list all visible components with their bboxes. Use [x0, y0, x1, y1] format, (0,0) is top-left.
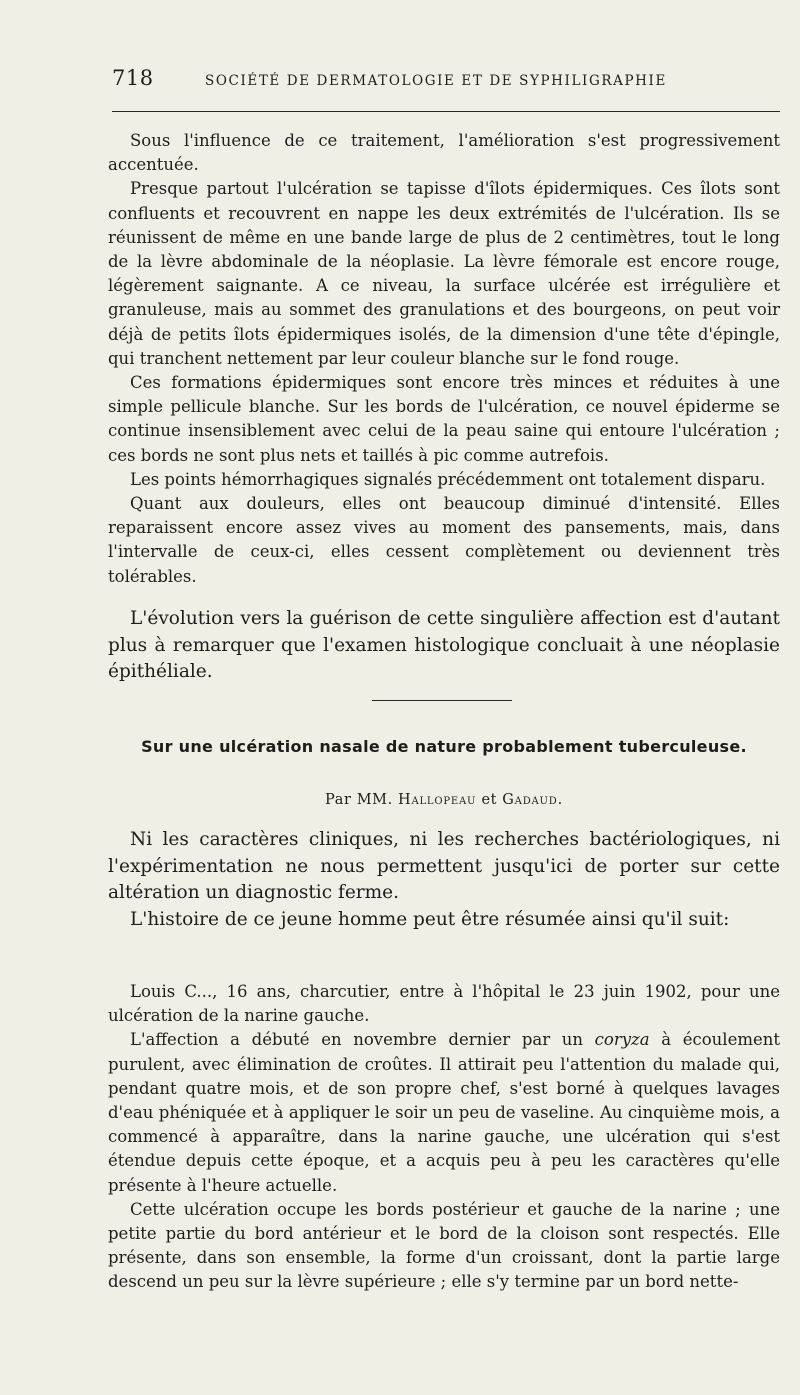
- paragraph-diagnosis: Ni les caractères cliniques, ni les recherches bactériologiques, ni l'expérimentation ne nous permettent jusqu'ici de porter sur cette altération un diagnostic ferme.: [108, 829, 780, 903]
- article-title: Sur une ulcération nasale de nature probablement tuberculeuse.: [141, 737, 747, 756]
- paragraph-onset: [108, 1028, 780, 1197]
- byline-prefix: Par MM.: [325, 792, 393, 808]
- running-head: [112, 66, 782, 96]
- paragraph-history-intro: L'histoire de ce jeune homme peut être résumée ainsi qu'il suit:: [130, 908, 730, 930]
- byline-conjunction: et: [481, 792, 498, 808]
- journal-title: SOCIÉTÉ DE DERMATOLOGIE ET DE SYPHILIGRAPHIE: [205, 73, 667, 89]
- paragraph-hemorrhagic-points: Les points hémorrhagiques signalés précédemment ont totalement disparu.: [130, 469, 766, 489]
- article-byline: [108, 792, 780, 808]
- article-intro: [108, 827, 780, 933]
- page-number: 718: [112, 66, 154, 90]
- paragraph-pain: Quant aux douleurs, elles ont beaucoup diminué d'intensité. Elles reparaissent encore assez vives au moment des pansements, mais, dans l'intervalle de ceux-ci, elles cessent complètement ou deviennent très tolérables.: [108, 494, 780, 586]
- paragraph-treatment: Sous l'influence de ce traitement, l'amélioration s'est progressivement accentuée.: [108, 131, 780, 175]
- section-separator: [372, 700, 512, 701]
- paragraph-patient: Louis C..., 16 ans, charcutier, entre à l'hôpital le 23 juin 1902, pour une ulcération de la narine gauche.: [108, 982, 780, 1026]
- author-hallopeau: Hallopeau: [398, 792, 477, 808]
- header-rule: [112, 111, 780, 112]
- previous-article-body: [108, 129, 780, 589]
- paragraph-ulceration-description: Cette ulcération occupe les bords postérieur et gauche de la narine ; une petite partie du bord antérieur et le bord de la cloison sont respectés. Elle présente, dans son ensemble, la forme d'un croissant, dont la partie large descend un peu sur la lèvre supérieure ; elle s'y termine par un bord nette-: [108, 1199, 780, 1292]
- onset-text-before: L'affection a débuté en novembre dernier par un: [130, 1030, 584, 1050]
- case-report: [108, 980, 780, 1295]
- term-coryza: coryza: [594, 1030, 650, 1050]
- previous-article-conclusion: [108, 606, 780, 686]
- paragraph-epidermal-islets: Presque partout l'ulcération se tapisse d'îlots épidermiques. Ces îlots sont confluents et recouvrent en nappe les deux extrémités de l'ulcération. Ils se réunissent de même en une bande large de plus de 2 centimètres, tout le long de la lèvre abdominale de la néoplasie. La lèvre fémorale est encore rouge, légèrement saignante. A ce niveau, la surface ulcérée est irrégulière et granuleuse, mais au sommet des granulations et des bourgeons, on peut voir déjà de petits îlots épidermiques isolés, de la dimension d'une tête d'épingle, qui tranchent nettement par leur couleur blanche sur le fond rouge.: [108, 179, 780, 368]
- paragraph-formations: Ces formations épidermiques sont encore très minces et réduites à une simple pellicule blanche. Sur les bords de l'ulcération, ce nouvel épiderme se continue insensiblement avec celui de la peau saine qui entoure l'ulcération ; ces bords ne sont plus nets et taillés à pic comme autrefois.: [108, 373, 780, 465]
- author-gadaud: Gadaud.: [502, 792, 563, 808]
- onset-text-after: à écoulement purulent, avec élimination de croûtes. Il attirait peu l'attention du malade qui, pendant quatre mois, et de son propre chef, s'est borné à quelques lavages d'eau phéniquée et à appliquer le soir un peu de vaseline. Au cinquième mois, a commencé à apparaître, dans la narine gauche, une ulcération qui s'est étendue depuis cette époque, et a acquis peu à peu les caractères qu'elle présente à l'heure actuelle.: [108, 1030, 781, 1195]
- paragraph-conclusion: L'évolution vers la guérison de cette singulière affection est d'autant plus à remarquer que l'examen histologique concluait à une néoplasie épithéliale.: [108, 608, 780, 682]
